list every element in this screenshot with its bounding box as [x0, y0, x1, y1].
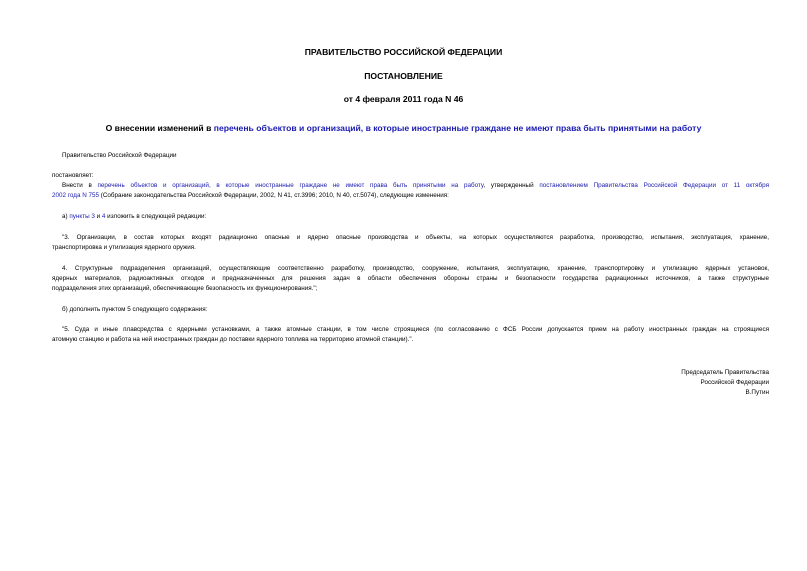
p1-link-decree-cont[interactable]: 2002 года N 755 — [52, 192, 100, 199]
paragraph-1 — [52, 181, 769, 201]
paragraph-4-line-2: ядерных материалов, радиоактивных отходов и предназначенных для решения задач в области обеспечения обороны страны и безопасности государства радиационных источников, а также структурные — [52, 275, 769, 282]
decree-word: постановляет: — [52, 172, 94, 179]
title-link[interactable]: перечень объектов и организаций, в которые иностранные граждане не имеют права быть принятыми на работу — [213, 123, 702, 133]
item-a-and: и — [94, 213, 102, 220]
item-a-suffix: изложить в следующей редакции: — [105, 213, 207, 220]
signature-name: В.Путин — [745, 389, 769, 396]
signature-country: Российской Федерации — [700, 379, 769, 386]
signature-block — [569, 368, 769, 398]
paragraph-5-line-2: атомную станцию и работа на ней иностранных граждан до поставки ядерного топлива на территорию атомной станции).". — [52, 336, 414, 343]
title-prefix: О внесении изменений в — [105, 123, 214, 133]
p1-text-after: (Собрание законодательства Российской Федерации, 2002, N 41, ст.3996; 2010, N 40, ст.5074), следующие изменения: — [99, 192, 449, 199]
header-date-number: от 4 февраля 2011 года N 46 — [343, 94, 464, 104]
p1-link-list[interactable]: перечень объектов и организаций, в которые иностранные граждане не имеют права быть принятыми на работу — [97, 182, 484, 189]
paragraph-4 — [52, 264, 769, 294]
item-a-prefix: а) — [62, 213, 70, 220]
signature-position: Председатель Правительства — [681, 369, 769, 376]
p1-text-mid: , утвержденный — [483, 182, 540, 189]
paragraph-4-line-3: подразделения этих организаций, обеспечивающие безопасность их функционирования."; — [52, 285, 318, 292]
item-a-link-point-4[interactable]: 4 — [101, 213, 106, 220]
item-b: б) дополнить пунктом 5 следующего содержания: — [62, 306, 208, 313]
header-org: ПРАВИТЕЛЬСТВО РОССИЙСКОЙ ФЕДЕРАЦИИ — [304, 47, 503, 57]
p1-link-decree[interactable]: постановлением Правительства Российской Федерации от 11 октября — [539, 182, 770, 189]
p1-text-before: Внести в — [62, 182, 98, 189]
paragraph-1-line-1 — [52, 181, 769, 191]
document-title — [0, 123, 807, 133]
paragraph-5-line-1: "5. Суда и иные плавсредства с ядерными установками, а также атомные станции, в том числе строящиеся (по согласованию с ФСБ России допускается прием на работу иностранных граждан на строящиеся — [62, 326, 769, 333]
header-doc-type: ПОСТАНОВЛЕНИЕ — [364, 71, 443, 81]
paragraph-3 — [52, 233, 769, 253]
item-a-link-points-3[interactable]: пункты 3 — [69, 213, 95, 220]
paragraph-1-line-2 — [52, 191, 769, 201]
intro-text: Правительство Российской Федерации — [62, 152, 177, 159]
item-a — [62, 212, 762, 222]
paragraph-3-line-2: транспортировка и утилизация ядерного оружия. — [52, 244, 196, 251]
paragraph-4-line-1: 4. Структурные подразделения организаций, осуществляющие соответственно разработку, производство, сооружение, испытания, эксплуатацию, хранение, транспортировку и утилизацию ядерных установок, — [62, 265, 769, 272]
paragraph-3-line-1: "3. Организации, в состав которых входят радиационно опасные и ядерно опасные производства и объекты, на которых осуществляются разработка, производство, испытания, эксплуатация, хранение, — [62, 234, 769, 241]
paragraph-5 — [52, 325, 769, 345]
